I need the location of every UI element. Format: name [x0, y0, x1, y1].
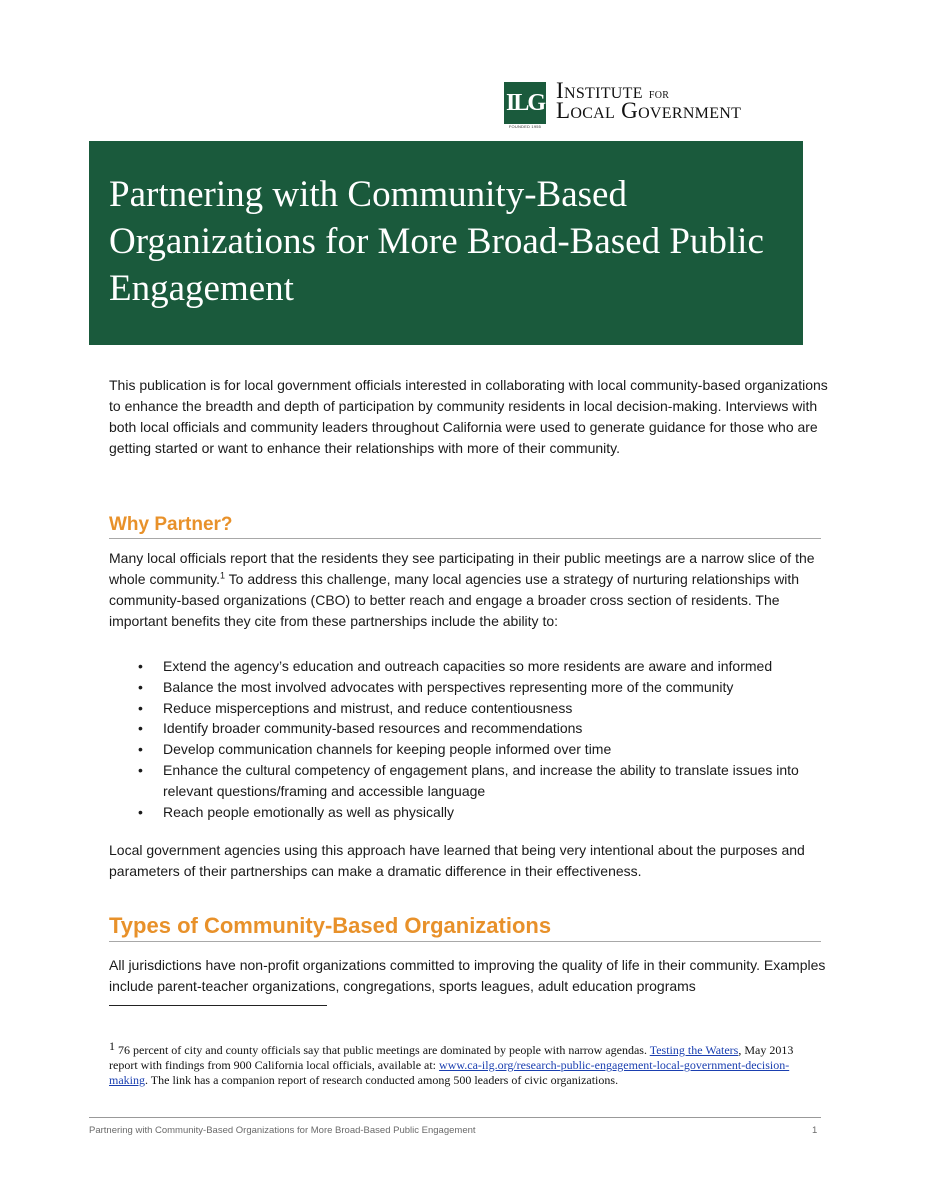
why-partner-text-1: Many local officials report that the residents they see participating in their public meetings are a narrow slice of the whole community.: [109, 550, 815, 587]
footnote-text-1: 76 percent of city and county officials say that public meetings are dominated by people with narrow agendas.: [118, 1043, 650, 1057]
page-number: 1: [812, 1125, 818, 1136]
footer-title: Partnering with Community-Based Organizations for More Broad-Based Public Engagement: [89, 1125, 476, 1136]
footnote-reference[interactable]: 1: [220, 570, 226, 581]
why-partner-paragraph: [109, 548, 829, 632]
intro-paragraph: This publication is for local government officials interested in collaborating with local community-based organizations to enhance the breadth and depth of participation by community residents in local decision-making. Interviews with both local officials and community leaders throughout California were used to generate guidance for those who are getting started or want to enhance their relationships with more of their community.: [109, 377, 828, 456]
list-item: • Reach people emotionally as well as physically: [109, 802, 829, 823]
document-title: Partnering with Community-Based Organizations for More Broad-Based Public Engagement: [109, 174, 764, 309]
ilg-logo-mark: ILG: [504, 82, 546, 124]
list-item: • Identify broader community-based resources and recommendations: [109, 718, 829, 739]
ilg-logo: [504, 80, 814, 130]
list-item: • Develop communication channels for keeping people informed over time: [109, 739, 829, 760]
footer-divider: [89, 1117, 821, 1118]
closing-paragraph: Local government agencies using this approach have learned that being very intentional about the purposes and parameters of their partnerships can make a dramatic difference in their effectiveness.: [109, 842, 805, 879]
footnote-text-3: . The link has a companion report of research conducted among 500 leaders of civic organizations.: [145, 1073, 619, 1087]
footnote-text-2: , May 2013 report with findings from 900 California local officials, available at:: [109, 1043, 794, 1072]
benefits-list: [109, 656, 829, 822]
list-item: • Extend the agency’s education and outreach capacities so more residents are aware and informed: [109, 656, 829, 677]
types-heading: Types of Community-Based Organizations: [109, 912, 821, 942]
list-item: • Balance the most involved advocates with perspectives representing more of the community: [109, 677, 829, 698]
footnote-mark: 1: [109, 1039, 115, 1053]
list-item: • Enhance the cultural competency of engagement plans, and increase the ability to translate issues into relevant questions/framing and accessible language: [109, 760, 829, 802]
testing-the-waters-link[interactable]: Testing the Waters: [649, 1043, 739, 1057]
why-partner-heading: Why Partner?: [109, 512, 821, 539]
logo-line2: Local Government: [556, 98, 742, 123]
title-banner: [89, 141, 803, 345]
list-item: • Reduce misperceptions and mistrust, and reduce contentiousness: [109, 698, 829, 719]
ca-ilg-report-link[interactable]: www.ca-ilg.org/research-public-engagement-local-government-decision-making: [109, 1058, 790, 1087]
why-partner-text-2: To address this challenge, many local agencies use a strategy of nurturing relationships with community-based organizations (CBO) to better reach and engage a broader cross section of residents. The important benefits they cite from these partnerships include the ability to:: [109, 571, 800, 629]
logo-for: for: [648, 87, 670, 102]
types-paragraph: All jurisdictions have non-profit organizations committed to improving the quality of life in their community. Examples include parent-teacher organizations, congregations, sports leagues, adult education programs: [109, 957, 826, 994]
logo-founded-text: FOUNDED 1955: [508, 124, 542, 129]
logo-institute: Institute: [556, 78, 643, 103]
footnote-divider: [109, 1005, 327, 1006]
footnote: [109, 1039, 799, 1088]
